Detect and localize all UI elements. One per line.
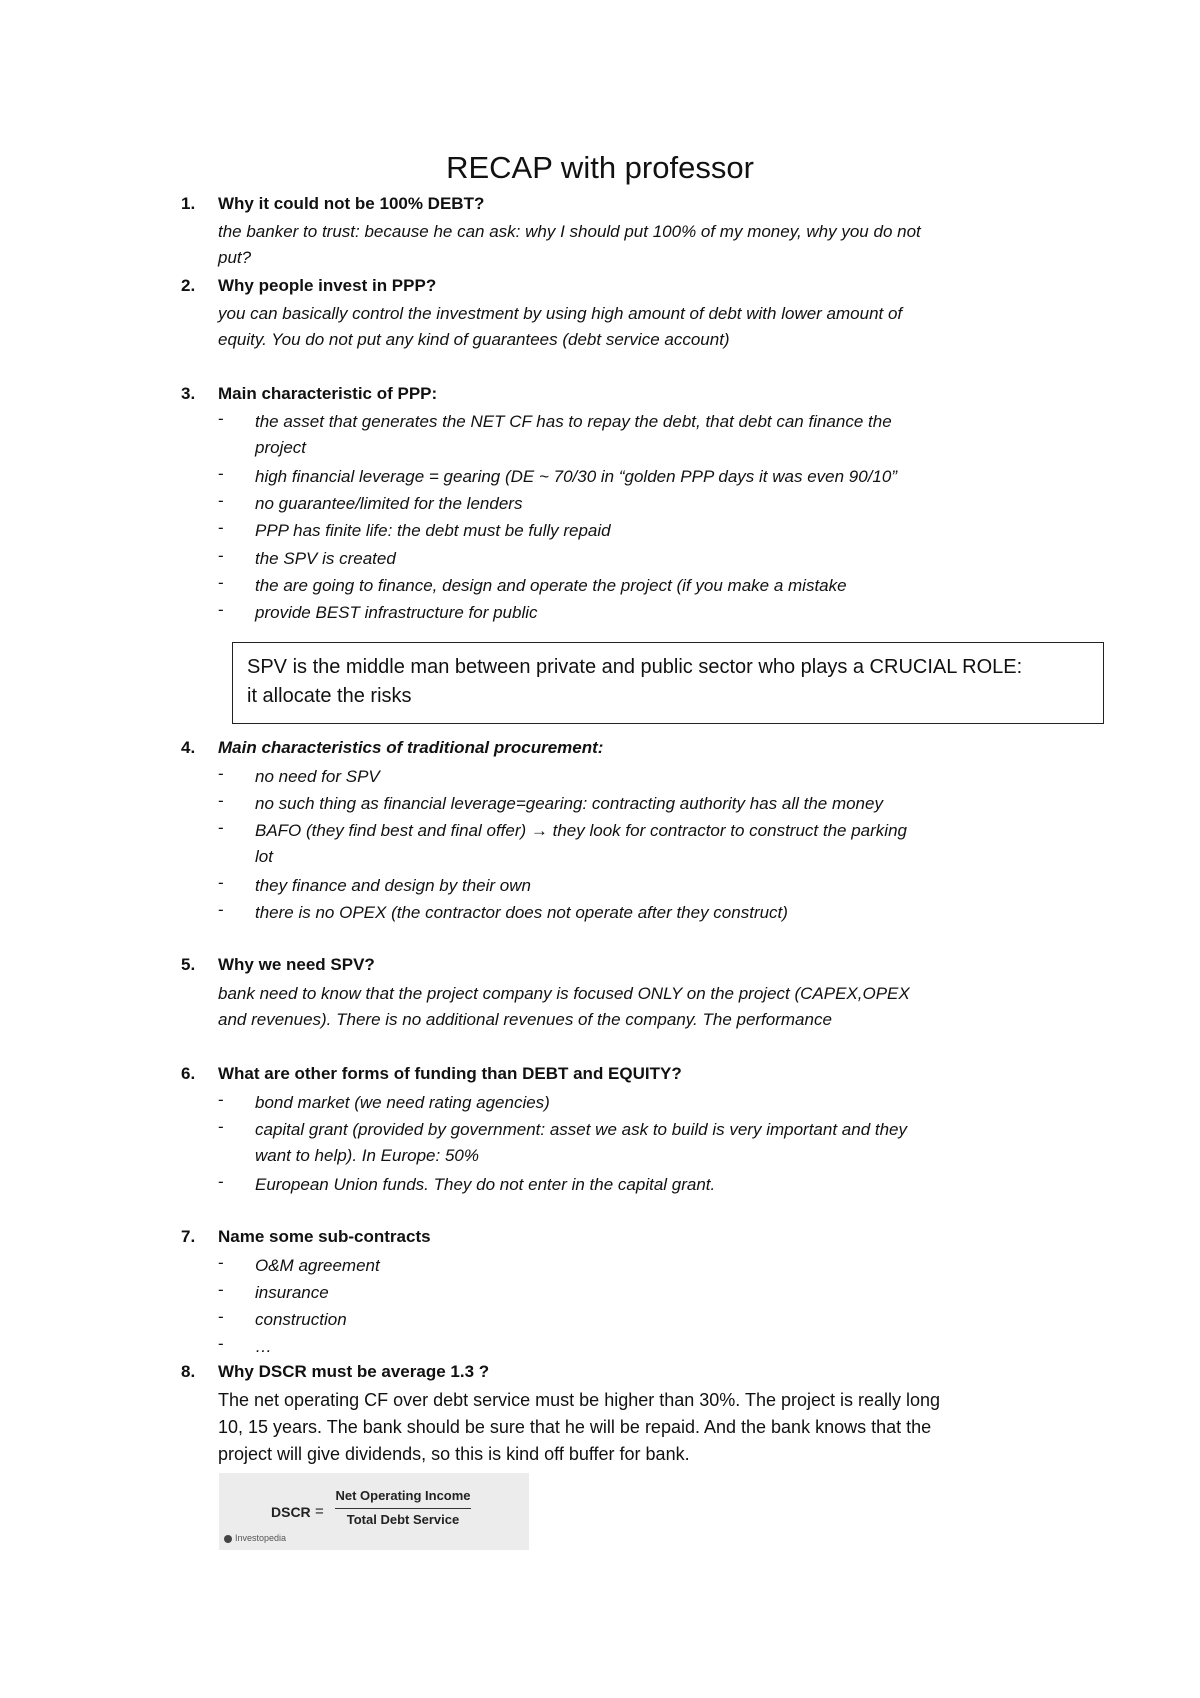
list-item: …	[255, 1337, 272, 1356]
list-item: they finance and design by their own	[255, 876, 531, 895]
list-item: BAFO (they find best and final offer) → they look for contractor to construct the parking lot	[255, 821, 907, 866]
bullet-marker: -	[218, 818, 224, 837]
source-logo-icon	[224, 1535, 232, 1543]
question-8-number: 8.	[181, 1362, 196, 1381]
list-item: insurance	[255, 1283, 329, 1302]
bullet-marker: -	[218, 873, 224, 892]
bullet-marker: -	[218, 464, 224, 483]
list-item: O&M agreement	[255, 1256, 380, 1275]
question-5: Why we need SPV?	[218, 955, 375, 974]
formula-numerator: Net Operating Income	[335, 1488, 471, 1503]
list-item: no need for SPV	[255, 767, 380, 786]
bullet-marker: -	[218, 518, 224, 537]
spv-callout-box: SPV is the middle man between private and public sector who plays a CRUCIAL ROLE: it allocate the risks	[232, 642, 1104, 724]
question-8: Why DSCR must be average 1.3 ?	[218, 1362, 490, 1381]
question-7: Name some sub-contracts	[218, 1227, 431, 1246]
question-6-number: 6.	[181, 1064, 196, 1083]
bullet-marker: -	[218, 900, 224, 919]
formula-label: DSCR	[271, 1504, 311, 1520]
list-item: European Union funds. They do not enter in the capital grant.	[255, 1175, 716, 1194]
bullet-marker: -	[218, 1090, 224, 1109]
list-item: the are going to finance, design and operate the project (if you make a mistake	[255, 576, 847, 595]
answer-5: bank need to know that the project company is focused ONLY on the project (CAPEX,OPEX and revenues). There is no additional revenues of the company. The performance	[218, 984, 910, 1029]
bullet-marker: -	[218, 546, 224, 565]
dscr-formula-image	[219, 1473, 529, 1550]
list-item: no guarantee/limited for the lenders	[255, 494, 523, 513]
list-item: high financial leverage = gearing (DE ~ 70/30 in “golden PPP days it was even 90/10”	[255, 467, 897, 486]
question-2: Why people invest in PPP?	[218, 276, 437, 295]
bullet-marker: -	[218, 1253, 224, 1272]
fraction-line	[335, 1508, 471, 1509]
bullet-marker: -	[218, 491, 224, 510]
list-item: provide BEST infrastructure for public	[255, 603, 538, 622]
list-item: there is no OPEX (the contractor does not operate after they construct)	[255, 903, 788, 922]
question-3: Main characteristic of PPP:	[218, 384, 438, 403]
list-item: PPP has finite life: the debt must be fully repaid	[255, 521, 611, 540]
question-3-number: 3.	[181, 384, 196, 403]
bullet-marker: -	[218, 1334, 224, 1353]
list-item: the asset that generates the NET CF has to repay the debt, that debt can finance the project	[255, 412, 892, 457]
list-item: construction	[255, 1310, 347, 1329]
formula-source: Investopedia	[235, 1533, 287, 1543]
list-item: the SPV is created	[255, 549, 396, 568]
question-1-number: 1.	[181, 194, 196, 213]
bullet-marker: -	[218, 1117, 224, 1136]
bullet-marker: -	[218, 409, 224, 428]
list-item: no such thing as financial leverage=gearing: contracting authority has all the money	[255, 794, 883, 813]
formula-equals: =	[315, 1503, 324, 1520]
question-7-number: 7.	[181, 1227, 196, 1246]
page-title: RECAP with professor	[446, 150, 754, 185]
list-item: capital grant (provided by government: asset we ask to build is very important and they want to help). In Europe: 50%	[255, 1120, 908, 1165]
answer-1: the banker to trust: because he can ask: why I should put 100% of my money, why you do not put?	[218, 222, 921, 267]
list-item: bond market (we need rating agencies)	[255, 1093, 550, 1112]
question-1: Why it could not be 100% DEBT?	[218, 194, 485, 213]
bullet-marker: -	[218, 573, 224, 592]
answer-8: The net operating CF over debt service must be higher than 30%. The project is really long 10, 15 years. The bank should be sure that he will be repaid. And the bank knows that the project will give dividends, so this is kind off buffer for bank.	[218, 1390, 941, 1464]
question-4: Main characteristics of traditional procurement:	[218, 738, 604, 757]
bullet-marker: -	[218, 1307, 224, 1326]
question-5-number: 5.	[181, 955, 196, 974]
bullet-marker: -	[218, 1280, 224, 1299]
bullet-marker: -	[218, 1172, 224, 1191]
formula-denominator: Total Debt Service	[346, 1512, 460, 1527]
bullet-marker: -	[218, 764, 224, 783]
question-6: What are other forms of funding than DEBT and EQUITY?	[218, 1064, 682, 1083]
question-4-number: 4.	[181, 738, 196, 757]
bullet-marker: -	[218, 600, 224, 619]
question-2-number: 2.	[181, 276, 196, 295]
bullet-marker: -	[218, 791, 224, 810]
answer-2: you can basically control the investment by using high amount of debt with lower amount of equity. You do not put any kind of guarantees (debt service account)	[218, 304, 903, 349]
